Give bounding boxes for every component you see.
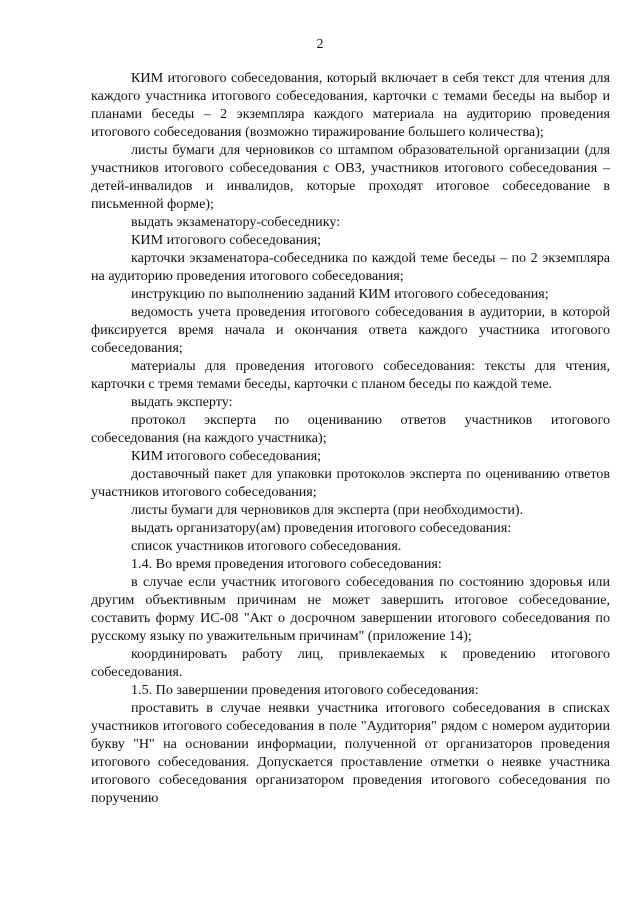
paragraph: протокол эксперта по оцениванию ответов участников итогового собеседования (на каждого участника);	[91, 412, 610, 446]
paragraph: 1.5. По завершении проведения итогового собеседования:	[131, 682, 479, 698]
paragraph: инструкцию по выполнению заданий КИМ итогового собеседования;	[131, 286, 549, 302]
paragraph: карточки экзаменатора-собеседника по каждой теме беседы – по 2 экземпляра на аудиторию проведения итогового собеседования;	[91, 250, 610, 284]
paragraph: выдать экзаменатору-собеседнику:	[131, 214, 341, 230]
paragraph: 1.4. Во время проведения итогового собеседования:	[131, 556, 442, 572]
paragraph: материалы для проведения итогового собеседования: тексты для чтения, карточки с тремя темами беседы, карточки с планом беседы по каждой теме.	[91, 358, 610, 392]
paragraph: выдать эксперту:	[131, 394, 233, 410]
paragraph: список участников итогового собеседования.	[131, 538, 402, 554]
paragraph: КИМ итогового собеседования;	[131, 232, 322, 248]
paragraph: листы бумаги для черновиков со штампом образовательной организации (для участников итогового собеседования с ОВЗ, участников итогового собеседования – детей-инвалидов и инвалидов, которые проходят итоговое собеседование в письменной форме);	[91, 142, 610, 212]
paragraph: КИМ итогового собеседования;	[131, 448, 322, 464]
paragraph: ведомость учета проведения итогового собеседования в аудитории, в которой фиксируется время начала и окончания ответа каждого участника итогового собеседования;	[91, 304, 610, 356]
paragraph: координировать работу лиц, привлекаемых к проведению итогового собеседования.	[91, 646, 610, 680]
document-body	[91, 69, 610, 807]
paragraph: в случае если участник итогового собеседования по состоянию здоровья или другим объективным причинам не может завершить итоговое собеседование, составить форму ИС-08 "Акт о досрочном завершении итогового собеседования по русскому языку по уважительным причинам" (приложение 14);	[91, 574, 610, 644]
paragraph: доставочный пакет для упаковки протоколов эксперта по оцениванию ответов участников итогового собеседования;	[91, 466, 610, 500]
paragraph: выдать организатору(ам) проведения итогового собеседования:	[131, 520, 512, 536]
paragraph: КИМ итогового собеседования, который включает в себя текст для чтения для каждого участника итогового собеседования, карточки с темами беседы на выбор и планами беседы – 2 экземпляра каждого материала на аудиторию проведения итогового собеседования (возможно тиражирование большего количества);	[91, 70, 610, 140]
paragraph: листы бумаги для черновиков для эксперта (при необходимости).	[131, 502, 524, 518]
paragraph: проставить в случае неявки участника итогового собеседования в списках участников итогового собеседования в поле "Аудитория" рядом с номером аудитории букву "Н" на основании информации, полученной от организаторов проведения итогового собеседования. Допускается проставление отметки о неявке участника итогового собеседования организатором проведения итогового собеседования по поручению	[91, 700, 610, 806]
page-number: 2	[316, 37, 324, 52]
